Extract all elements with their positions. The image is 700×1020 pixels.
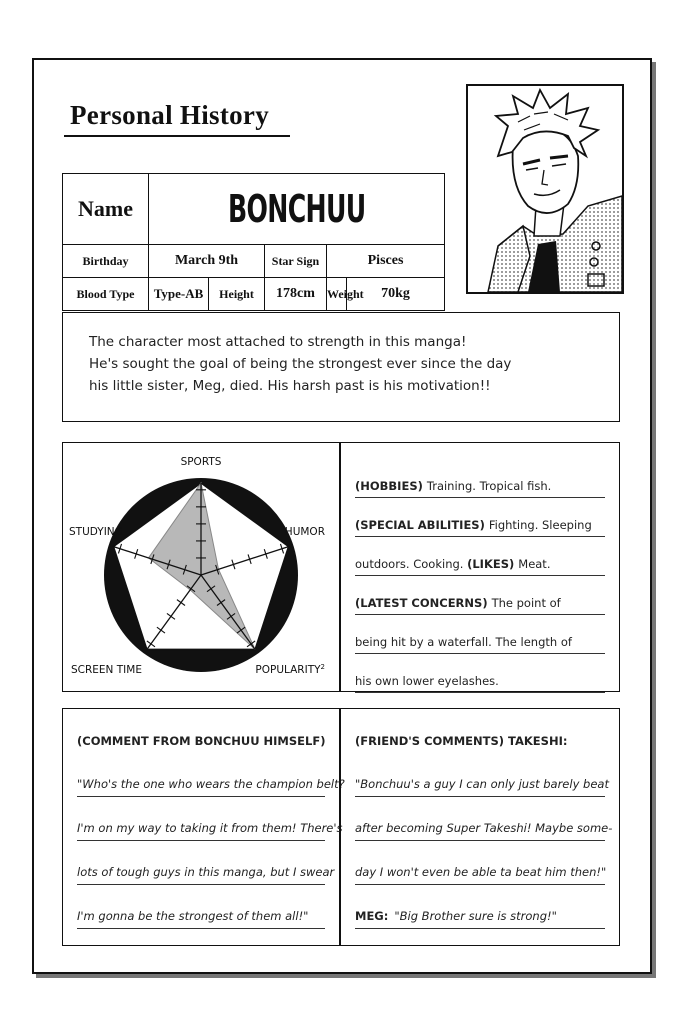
star-sign-label: Star Sign <box>265 245 327 278</box>
abilities-label: (SPECIAL ABILITIES) <box>355 518 485 532</box>
likes-label: (LIKES) <box>467 557 515 571</box>
birthday-label: Birthday <box>63 245 149 278</box>
concerns-text: The point of <box>491 596 561 610</box>
concerns-line <box>355 576 605 615</box>
radar-axis-label: STUDYING <box>69 526 123 538</box>
concerns-line-2: being hit by a waterfall. The length of <box>355 615 605 654</box>
portrait-drawing <box>468 86 622 292</box>
hobbies-label: (HOBBIES) <box>355 479 423 493</box>
self-comment-panel <box>62 708 345 946</box>
friend-comment-line: "Bonchuu's a guy I can only just barely beat <box>355 753 605 797</box>
concerns-line-3: his own lower eyelashes. <box>355 654 605 693</box>
friend-comment-line: after becoming Super Takeshi! Maybe some- <box>355 797 605 841</box>
description-line: He's sought the goal of being the strongest ever since the day <box>89 356 512 372</box>
weight-value: 70kg <box>347 278 445 311</box>
radar-axis-label: SCREEN TIME <box>71 664 142 676</box>
meg-comment: "Big Brother sure is strong!" <box>394 909 557 923</box>
blood-type-value: Type-AB <box>149 278 209 311</box>
likes-text: Meat. <box>518 557 551 571</box>
abilities-text: Fighting. Sleeping <box>488 518 592 532</box>
radar-axis-label: SPORTS <box>180 456 222 468</box>
description-line: The character most attached to strength in this manga! <box>89 334 467 350</box>
character-portrait <box>466 84 624 294</box>
abilities-text-continued: outdoors. Cooking. <box>355 557 464 571</box>
friend-comment-heading: (FRIEND'S COMMENTS) TAKESHI: <box>355 734 568 748</box>
profile-table <box>62 173 445 311</box>
self-comment-line: I'm gonna be the strongest of them all!" <box>77 885 325 929</box>
friend-comment-line: day I won't even be able ta beat him then!" <box>355 841 605 885</box>
concerns-label: (LATEST CONCERNS) <box>355 596 488 610</box>
self-comment-line: "Who's the one who wears the champion belt? <box>77 753 325 797</box>
height-label: Height <box>209 278 265 311</box>
blood-type-label: Blood Type <box>63 278 149 311</box>
title-underline <box>64 135 290 137</box>
radar-axis-label: POPULARITY$^2$ <box>255 663 325 676</box>
abilities-likes-line <box>355 537 605 576</box>
character-name-text: BONCHUU <box>227 187 366 231</box>
description-line: his little sister, Meg, died. His harsh past is his motivation!! <box>89 378 491 394</box>
abilities-line <box>355 498 605 537</box>
name-label: Name <box>63 174 149 245</box>
self-comment-heading: (COMMENT FROM BONCHUU HIMSELF) <box>77 734 326 748</box>
height-value: 178cm <box>265 278 327 311</box>
meg-comment-line <box>355 885 605 929</box>
star-sign-value: Pisces <box>327 245 445 278</box>
page-title: Personal History <box>70 100 270 130</box>
popularity-superscript: 2 <box>320 663 325 671</box>
radar-axis-label: HUMOR <box>284 526 325 538</box>
birthday-value: March 9th <box>149 245 265 278</box>
friend-comment-panel <box>340 708 620 946</box>
character-description <box>62 312 620 422</box>
character-name <box>171 174 423 245</box>
hobbies-text: Training. Tropical fish. <box>426 479 552 493</box>
profile-page <box>32 58 652 974</box>
self-comment-line: lots of tough guys in this manga, but I swear <box>77 841 325 885</box>
profile-details-panel <box>340 442 620 692</box>
meg-label: MEG: <box>355 909 389 923</box>
weight-label: Weight <box>327 278 347 311</box>
hobbies-line <box>355 459 605 498</box>
self-comment-line: I'm on my way to taking it from them! There's <box>77 797 325 841</box>
stats-radar-chart <box>62 442 340 692</box>
radar-chart-svg <box>63 443 338 690</box>
